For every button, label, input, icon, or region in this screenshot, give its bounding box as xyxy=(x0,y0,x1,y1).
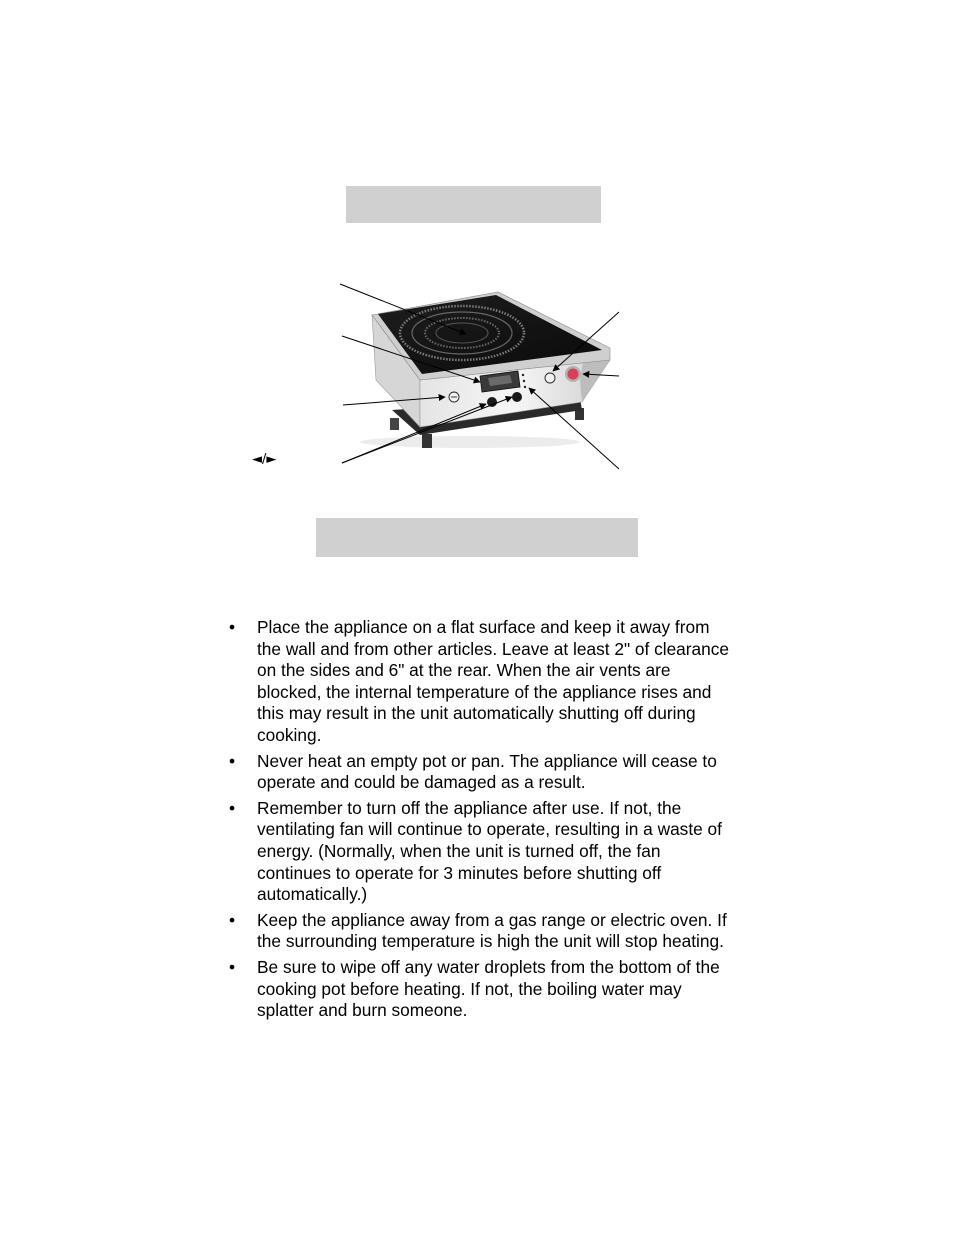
precaution-text: Be sure to wipe off any water droplets from the bottom of the cooking pot before heating. If not, the boiling water may splatter and burn someone. xyxy=(257,956,720,1021)
function-button-icon xyxy=(545,373,555,383)
list-item xyxy=(226,910,736,953)
list-item xyxy=(226,751,736,794)
bullet-icon: • xyxy=(229,797,236,818)
bullet-icon: • xyxy=(229,956,236,977)
arrow-right-button-icon xyxy=(512,392,522,402)
bullet-icon: • xyxy=(229,909,236,930)
induction-cooktop-diagram xyxy=(240,270,640,485)
list-item xyxy=(226,798,736,906)
precaution-text: Place the appliance on a flat surface and keep it away from the wall and from other articles. Leave at least 2" of clearance on the sides and 6" at the rear. When the air vents are blocked, the internal temperature of the appliance rises and this may result in the unit automatically shutting off during cooking. xyxy=(257,617,730,745)
precaution-text: Remember to turn off the appliance after use. If not, the ventilating fan will continue to operate, resulting in a waste of energy. (Normally, when the unit is turned off, the fan continues to operate for 3 minutes before shutting off automatically.) xyxy=(257,797,722,905)
power-button-icon xyxy=(568,369,579,380)
precautions-list xyxy=(226,617,736,1026)
list-item xyxy=(226,957,736,1022)
precautions-heading-bar xyxy=(316,518,638,557)
precaution-text: Keep the appliance away from a gas range or electric oven. If the surrounding temperature is high the unit will stop heating. xyxy=(257,909,727,952)
precaution-text: Never heat an empty pot or pan. The appliance will cease to operate and could be damaged as a result. xyxy=(257,750,717,793)
bullet-icon: • xyxy=(229,617,236,637)
indicator-lights xyxy=(522,374,524,376)
bullet-icon: • xyxy=(229,750,236,771)
arrow-buttons-label: ◄/► xyxy=(252,452,277,467)
parts-heading-bar xyxy=(346,186,601,223)
arrow-left-button-icon xyxy=(487,397,497,407)
list-item xyxy=(226,617,736,747)
